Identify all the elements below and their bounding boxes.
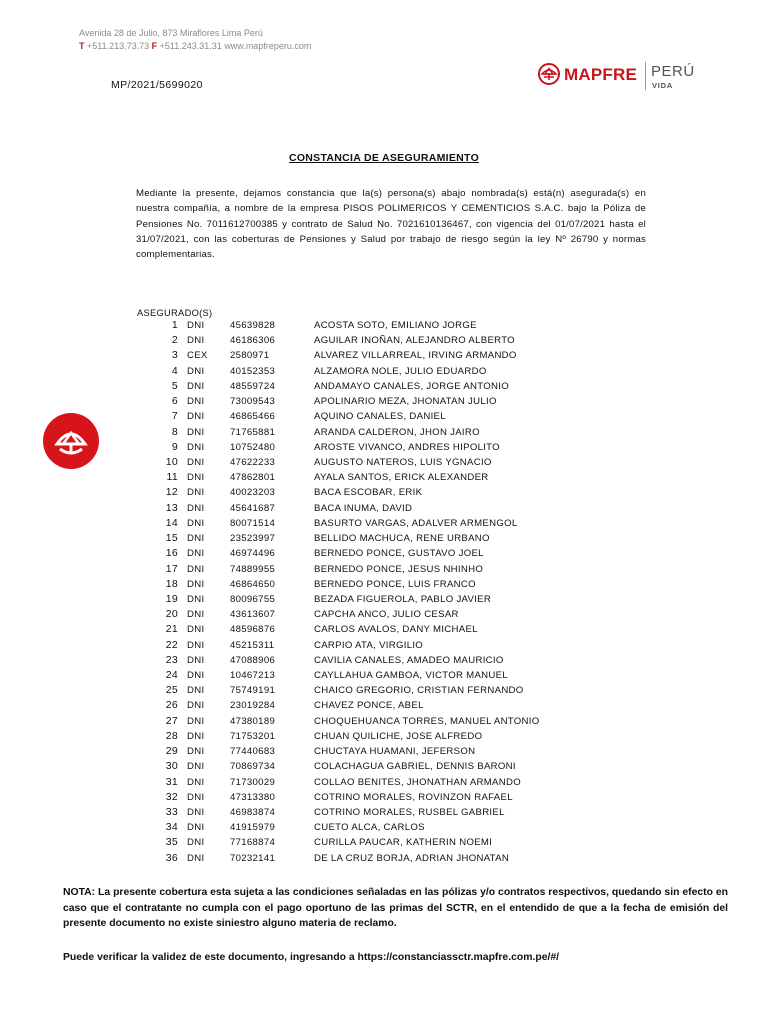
insured-row	[0, 334, 768, 349]
document-number: 74889955	[230, 563, 276, 575]
document-type: DNI	[187, 517, 205, 529]
insured-name: CARLOS AVALOS, DANY MICHAEL	[314, 624, 478, 636]
document-type: DNI	[187, 776, 205, 788]
insured-name: CURILLA PAUCAR, KATHERIN NOEMI	[314, 837, 493, 849]
logo-divider	[645, 62, 646, 90]
insured-name: CUETO ALCA, CARLOS	[314, 822, 425, 834]
insured-name: BERNEDO PONCE, GUSTAVO JOEL	[314, 548, 484, 560]
document-number: 45215311	[230, 639, 275, 651]
logo-country-text: PERÚ	[651, 63, 695, 80]
insured-name: CHAICO GREGORIO, CRISTIAN FERNANDO	[314, 685, 524, 697]
document-number: 71730029	[230, 776, 276, 788]
insured-name: BELLIDO MACHUCA, RENE URBANO	[314, 533, 490, 545]
insured-row	[0, 349, 768, 364]
insured-row	[0, 745, 768, 760]
document-type: DNI	[187, 685, 205, 697]
document-type: DNI	[187, 487, 205, 499]
insured-number: 25	[165, 684, 178, 697]
insured-name: BASURTO VARGAS, ADALVER ARMENGOL	[314, 517, 518, 529]
document-number: 43613607	[230, 609, 276, 621]
contact-line	[79, 40, 311, 53]
document-number: 45641687	[230, 502, 276, 514]
document-number: 80071514	[230, 517, 276, 529]
document-number: 23523997	[230, 533, 276, 545]
insured-number: 21	[165, 623, 178, 636]
insured-row	[0, 669, 768, 684]
insured-row	[0, 517, 768, 532]
document-number: 23019284	[230, 700, 276, 712]
insured-number: 24	[165, 669, 178, 682]
document-number: 46865466	[230, 411, 276, 423]
insured-name: BACA ESCOBAR, ERIK	[314, 487, 423, 499]
insured-name: ARANDA CALDERON, JHON JAIRO	[314, 426, 480, 438]
insured-row	[0, 791, 768, 806]
document-number: 48559724	[230, 380, 276, 392]
insured-name: AYALA SANTOS, ERICK ALEXANDER	[314, 472, 489, 484]
insured-name: CAPCHA ANCO, JULIO CESAR	[314, 609, 459, 621]
insured-number: 14	[165, 516, 178, 529]
insured-row	[0, 654, 768, 669]
coverage-note: NOTA: La presente cobertura esta sujeta a las condiciones señaladas en las pólizas y/o contratos respectivos, quedando sin efecto en caso que el contratante no cumpla con el pago oportuno de las primas del SCTR, en el entendido de que a la fecha de emisión del presente documento no existe siniestro alguno materia de reclamo.	[63, 887, 728, 929]
document-number: 45639828	[230, 320, 276, 331]
insured-name: AQUINO CANALES, DANIEL	[314, 411, 446, 423]
logo-brand-text: MAPFRE	[564, 65, 637, 84]
document-number: 71765881	[230, 426, 276, 438]
insured-row	[0, 699, 768, 714]
document-type: DNI	[187, 791, 205, 803]
insured-number: 4	[171, 364, 178, 377]
insured-row	[0, 547, 768, 562]
document-number: 46983874	[230, 807, 276, 818]
insured-name: COTRINO MORALES, RUSBEL GABRIEL	[314, 807, 505, 818]
insured-number: 3	[171, 349, 178, 362]
document-number: 40023203	[230, 487, 276, 499]
insured-list	[0, 319, 768, 867]
insured-row	[0, 623, 768, 638]
insured-number: 13	[165, 501, 178, 514]
insured-number: 1	[171, 319, 178, 331]
document-number: 80096755	[230, 593, 276, 605]
document-type: DNI	[187, 761, 205, 773]
insured-name: BERNEDO PONCE, LUIS FRANCO	[314, 578, 476, 590]
document-number: 40152353	[230, 365, 276, 377]
insured-name: ANDAMAYO CANALES, JORGE ANTONIO	[314, 380, 509, 392]
verification-text: Puede verificar la validez de este documento, ingresando a https://constanciassctr.mapfre.com.pe/#/	[63, 952, 560, 963]
insured-number: 23	[165, 653, 178, 666]
insured-row	[0, 563, 768, 578]
insured-row	[0, 486, 768, 501]
insured-number: 12	[165, 486, 178, 499]
insured-row	[0, 456, 768, 471]
document-type: DNI	[187, 670, 205, 682]
insured-number: 32	[165, 790, 178, 803]
insured-number: 27	[165, 714, 178, 727]
document-type: CEX	[187, 350, 208, 362]
insured-number: 28	[165, 729, 178, 742]
document-type: DNI	[187, 335, 205, 347]
document-type: DNI	[187, 746, 205, 758]
insured-number: 15	[165, 532, 178, 545]
insured-name: ALZAMORA NOLE, JULIO EDUARDO	[314, 365, 487, 377]
document-number: 10467213	[230, 670, 276, 682]
insured-name: CHAVEZ PONCE, ABEL	[314, 700, 424, 712]
insured-number: 26	[165, 699, 178, 712]
insured-list-header: ASEGURADO(S)	[137, 308, 213, 318]
insured-row	[0, 776, 768, 791]
insured-row	[0, 684, 768, 699]
document-number: 75749191	[230, 685, 276, 697]
document-number: 47088906	[230, 654, 276, 666]
insured-row	[0, 608, 768, 623]
document-type: DNI	[187, 548, 205, 560]
certificate-body: Mediante la presente, dejamos constancia que la(s) persona(s) abajo nombrada(s) está(n) asegurada(s) en nuestra compañía, a nombre de la empresa PISOS POLIMERICOS Y CEMENTICIOS S.A.C. bajo la Póliza de Pensiones No. 7011612700385 y contrato de Salud No. 7021610136467, con vigencia del 01/07/2021 hasta el 31/07/2021, con las coberturas de Pensiones y Salud por trabajo de riesgo según la ley Nº 26790 y normas complementarias.	[136, 188, 646, 261]
document-reference: MP/2021/5699020	[111, 79, 203, 91]
document-number: 47862801	[230, 472, 276, 484]
insured-row	[0, 760, 768, 775]
insured-number: 18	[165, 577, 178, 590]
document-type: DNI	[187, 365, 205, 377]
insured-row	[0, 639, 768, 654]
document-type: DNI	[187, 533, 205, 545]
insured-row	[0, 852, 768, 867]
insured-name: BERNEDO PONCE, JESUS NHINHO	[314, 563, 484, 575]
insured-name: COTRINO MORALES, ROVINZON RAFAEL	[314, 791, 513, 803]
document-number: 2580971	[230, 350, 270, 362]
fax-number: +511.243.31.31	[157, 41, 225, 51]
insured-number: 10	[165, 455, 178, 468]
document-number: 46864650	[230, 578, 276, 590]
phone-number: +511.213.73.73	[84, 41, 152, 51]
document-number: 71753201	[230, 730, 276, 742]
insured-number: 5	[171, 379, 178, 392]
mapfre-logo	[538, 60, 698, 94]
insured-name: AGUILAR INOÑAN, ALEJANDRO ALBERTO	[314, 335, 515, 347]
insured-number: 19	[165, 592, 178, 605]
insured-name: APOLINARIO MEZA, JHONATAN JULIO	[314, 396, 497, 408]
document-type: DNI	[187, 700, 205, 712]
document-type: DNI	[187, 472, 205, 484]
insured-name: AUGUSTO NATEROS, LUIS YGNACIO	[314, 456, 492, 468]
document-type: DNI	[187, 411, 205, 423]
document-type: DNI	[187, 593, 205, 605]
insured-name: DE LA CRUZ BORJA, ADRIAN JHONATAN	[314, 852, 510, 864]
insured-name: CARPIO ATA, VIRGILIO	[314, 639, 424, 651]
insured-name: CAVILIA CANALES, AMADEO MAURICIO	[314, 654, 504, 666]
document-type: DNI	[187, 426, 205, 438]
insured-row	[0, 441, 768, 456]
logo-sub-text: VIDA	[652, 81, 674, 90]
insured-name: CHUCTAYA HUAMANI, JEFERSON	[314, 746, 476, 758]
insured-row	[0, 715, 768, 730]
document-number: 46186306	[230, 335, 276, 347]
document-number: 41915979	[230, 822, 276, 834]
insured-number: 20	[165, 608, 178, 621]
document-title: CONSTANCIA DE ASEGURAMIENTO	[288, 152, 480, 164]
insured-number: 29	[165, 745, 178, 758]
insured-row	[0, 365, 768, 380]
insured-number: 36	[165, 851, 178, 864]
insured-name: CHUAN QUILICHE, JOSE ALFREDO	[314, 730, 483, 742]
insured-name: AROSTE VIVANCO, ANDRES HIPOLITO	[314, 441, 500, 453]
fax-label: F	[151, 41, 158, 51]
insured-name: CHOQUEHUANCA TORRES, MANUEL ANTONIO	[314, 715, 540, 727]
insured-row	[0, 578, 768, 593]
document-type: DNI	[187, 441, 205, 453]
insured-number: 9	[171, 440, 178, 453]
insured-number: 8	[171, 425, 178, 438]
insured-number: 34	[165, 821, 178, 834]
insured-name: ALVAREZ VILLARREAL, IRVING ARMANDO	[314, 350, 517, 362]
document-number: 77168874	[230, 837, 276, 849]
document-type: DNI	[187, 396, 205, 408]
insured-number: 7	[171, 410, 178, 423]
insured-number: 31	[165, 775, 178, 788]
insured-name: CAYLLAHUA GAMBOA, VICTOR MANUEL	[314, 670, 508, 682]
document-type: DNI	[187, 730, 205, 742]
insured-row	[0, 319, 768, 334]
document-type: DNI	[187, 624, 205, 636]
document-type: DNI	[187, 320, 205, 331]
document-type: DNI	[187, 502, 205, 514]
document-type: DNI	[187, 639, 205, 651]
insured-row	[0, 821, 768, 836]
insured-row	[0, 426, 768, 441]
document-type: DNI	[187, 380, 205, 392]
insured-row	[0, 806, 768, 821]
document-number: 77440683	[230, 746, 276, 758]
document-type: DNI	[187, 837, 205, 849]
insured-row	[0, 730, 768, 745]
document-type: DNI	[187, 715, 205, 727]
phone-label: T	[79, 41, 85, 51]
document-type: DNI	[187, 852, 205, 864]
insured-name: COLACHAGUA GABRIEL, DENNIS BARONI	[314, 761, 516, 773]
insured-name: BEZADA FIGUEROLA, PABLO JAVIER	[314, 593, 492, 605]
document-type: DNI	[187, 456, 205, 468]
insured-row	[0, 502, 768, 517]
insured-row	[0, 410, 768, 425]
document-type: DNI	[187, 609, 205, 621]
insured-row	[0, 471, 768, 486]
insured-row	[0, 395, 768, 410]
mapfre-emblem-icon	[538, 63, 560, 85]
insured-name: COLLAO BENITES, JHONATHAN ARMANDO	[314, 776, 521, 788]
document-type: DNI	[187, 578, 205, 590]
document-number: 47622233	[230, 456, 276, 468]
document-number: 10752480	[230, 441, 276, 453]
address-line: Avenida 28 de Julio, 873 Miraflores Lima Perú	[79, 28, 263, 38]
document-number: 73009543	[230, 396, 276, 408]
document-type: DNI	[187, 807, 205, 818]
document-number: 46974496	[230, 548, 276, 560]
document-number: 48596876	[230, 624, 276, 636]
insured-number: 33	[165, 806, 178, 818]
insured-number: 2	[171, 334, 178, 347]
insured-row	[0, 380, 768, 395]
document-number: 47313380	[230, 791, 276, 803]
insured-number: 30	[165, 760, 178, 773]
document-type: DNI	[187, 654, 205, 666]
document-type: DNI	[187, 822, 205, 834]
insured-number: 17	[165, 562, 178, 575]
insured-name: ACOSTA SOTO, EMILIANO JORGE	[314, 320, 477, 331]
document-number: 70232141	[230, 852, 276, 864]
insured-number: 35	[165, 836, 178, 849]
website-text: www.mapfreperu.com	[224, 41, 312, 51]
document-number: 47380189	[230, 715, 276, 727]
insured-number: 6	[171, 395, 178, 408]
company-address	[79, 27, 311, 53]
insured-number: 16	[165, 547, 178, 560]
document-number: 70869734	[230, 761, 276, 773]
insured-number: 11	[166, 471, 178, 484]
document-type: DNI	[187, 563, 205, 575]
insured-name: BACA INUMA, DAVID	[314, 502, 413, 514]
insured-row	[0, 836, 768, 851]
insured-row	[0, 532, 768, 547]
insured-row	[0, 593, 768, 608]
insured-number: 22	[165, 638, 178, 651]
